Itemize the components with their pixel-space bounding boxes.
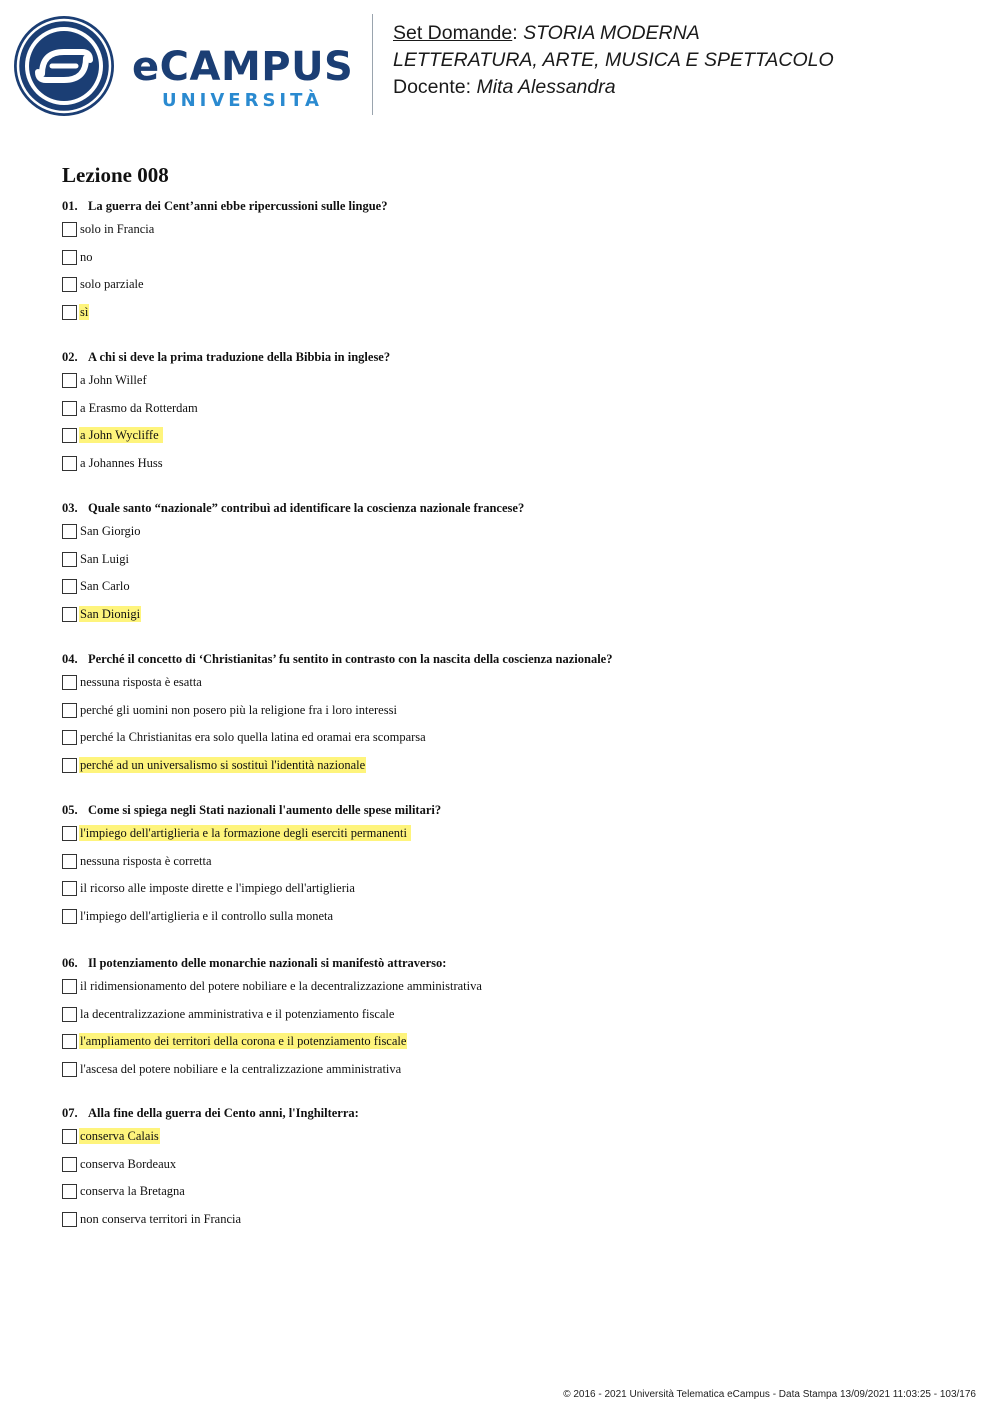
question-03 xyxy=(62,499,962,634)
answer-checkbox[interactable] xyxy=(62,373,77,388)
answer-checkbox[interactable] xyxy=(62,909,77,924)
header-divider xyxy=(372,14,373,115)
answer-text: conserva Bordeaux xyxy=(80,1156,177,1171)
answer-option xyxy=(62,702,962,730)
answer-option xyxy=(62,523,962,551)
question-04 xyxy=(62,650,962,785)
ecampus-emblem-icon xyxy=(14,16,114,116)
answer-text: nessuna risposta è corretta xyxy=(80,853,212,868)
answer-text: conserva la Bretagna xyxy=(80,1184,185,1199)
answer-option-correct xyxy=(62,757,962,785)
question-text: Alla fine della guerra dei Cento anni, l'Inghilterra: xyxy=(88,1106,359,1120)
answer-text-highlighted: a John Wycliffe xyxy=(80,428,162,443)
answer-text: solo parziale xyxy=(80,277,144,292)
answer-option xyxy=(62,908,962,936)
answer-option xyxy=(62,1211,962,1239)
answer-option xyxy=(62,729,962,757)
answer-option xyxy=(62,674,962,702)
answer-option xyxy=(62,249,962,277)
question-02 xyxy=(62,348,962,483)
answer-text: solo in Francia xyxy=(80,222,155,236)
answer-text: l'impiego dell'artiglieria e il controllo sulla moneta xyxy=(80,909,334,924)
answer-text: perché la Christianitas era solo quella latina ed oramai era scomparsa xyxy=(80,730,426,745)
answer-option xyxy=(62,276,962,304)
question-title xyxy=(62,1104,962,1128)
subject-name: STORIA MODERNA xyxy=(523,22,700,44)
answer-text-highlighted: l'ampliamento dei territori della corona e il potenziamento fiscale xyxy=(80,1034,407,1049)
answer-option xyxy=(62,880,962,908)
question-number: 02. xyxy=(62,350,78,364)
answer-checkbox[interactable] xyxy=(62,1062,77,1077)
answer-text: San Giorgio xyxy=(80,524,141,538)
question-title xyxy=(62,650,962,674)
answer-checkbox[interactable] xyxy=(62,703,77,718)
answer-checkbox[interactable] xyxy=(62,826,77,841)
answer-option xyxy=(62,578,962,606)
question-number: 03. xyxy=(62,501,78,515)
question-title xyxy=(62,499,962,523)
answer-checkbox[interactable] xyxy=(62,1129,77,1144)
answer-text: il ricorso alle imposte dirette e l'impiego dell'artiglieria xyxy=(80,881,355,896)
answer-checkbox[interactable] xyxy=(62,277,77,292)
question-05 xyxy=(62,801,962,936)
answer-text-highlighted: conserva Calais xyxy=(80,1129,159,1143)
answer-checkbox[interactable] xyxy=(62,428,77,443)
question-text: Perché il concetto di ‘Christianitas’ fu sentito in contrasto con la nascita della coscienza nazionale? xyxy=(88,652,613,666)
ecampus-logo xyxy=(12,14,362,118)
answer-checkbox[interactable] xyxy=(62,607,77,622)
answer-checkbox[interactable] xyxy=(62,730,77,745)
answer-text: l'ascesa del potere nobiliare e la centralizzazione amministrativa xyxy=(80,1062,402,1077)
docente-name: Mita Alessandra xyxy=(476,76,616,98)
answer-option-correct xyxy=(62,606,962,634)
answer-checkbox[interactable] xyxy=(62,579,77,594)
question-title xyxy=(62,348,962,372)
answer-checkbox[interactable] xyxy=(62,552,77,567)
answer-option xyxy=(62,1006,962,1034)
subject-subtitle: LETTERATURA, ARTE, MUSICA E SPETTACOLO xyxy=(393,49,834,71)
answer-checkbox[interactable] xyxy=(62,401,77,416)
answer-checkbox[interactable] xyxy=(62,222,77,237)
answer-checkbox[interactable] xyxy=(62,675,77,690)
answer-checkbox[interactable] xyxy=(62,881,77,896)
answer-text: perché gli uomini non posero più la religione fra i loro interessi xyxy=(80,702,397,717)
answer-checkbox[interactable] xyxy=(62,1212,77,1227)
question-number: 04. xyxy=(62,652,78,666)
answer-text: non conserva territori in Francia xyxy=(80,1212,242,1227)
question-title xyxy=(62,801,962,825)
logo-subtitle: UNIVERSITÀ xyxy=(162,90,323,111)
header-docente-line xyxy=(393,74,834,101)
answer-option xyxy=(62,221,962,249)
question-title xyxy=(62,954,962,978)
question-number: 01. xyxy=(62,199,78,213)
header-set-line: Set Domande: STORIA MODERNA xyxy=(393,22,700,44)
question-text: Quale santo “nazionale” contribuì ad identificare la coscienza nazionale francese? xyxy=(88,501,525,515)
question-text: A chi si deve la prima traduzione della Bibbia in inglese? xyxy=(88,350,391,364)
answer-text: San Carlo xyxy=(80,579,130,594)
answer-option xyxy=(62,372,962,400)
answer-option-correct xyxy=(62,427,962,455)
answer-text: il ridimensionamento del potere nobiliare e la decentralizzazione amministrativa xyxy=(80,979,482,993)
question-title xyxy=(62,197,962,221)
set-label: Set Domande xyxy=(393,22,513,44)
answer-text: a Johannes Huss xyxy=(80,456,163,471)
answer-checkbox[interactable] xyxy=(62,1034,77,1049)
question-text: Il potenziamento delle monarchie nazionali si manifestò attraverso: xyxy=(88,956,447,970)
question-01 xyxy=(62,197,962,332)
page-footer: © 2016 - 2021 Università Telematica eCampus - Data Stampa 13/09/2021 11:03:25 - 103/176 xyxy=(563,1389,976,1400)
answer-checkbox[interactable] xyxy=(62,1007,77,1022)
answer-text-highlighted: sì xyxy=(80,305,89,320)
answer-option xyxy=(62,455,962,483)
answer-checkbox[interactable] xyxy=(62,1184,77,1199)
answer-text-highlighted: l'impiego dell'artiglieria e la formazione degli eserciti permanenti xyxy=(80,826,411,840)
answer-option xyxy=(62,551,962,579)
answer-checkbox[interactable] xyxy=(62,250,77,265)
answer-text-highlighted: perché ad un universalismo si sostituì l'identità nazionale xyxy=(80,758,366,773)
question-text: La guerra dei Cent’anni ebbe ripercussioni sulle lingue? xyxy=(88,199,388,213)
logo-wordmark: eCAMPUS xyxy=(132,44,354,90)
answer-checkbox[interactable] xyxy=(62,1157,77,1172)
docente-label: Docente: xyxy=(393,76,472,98)
answer-checkbox[interactable] xyxy=(62,524,77,539)
answer-option xyxy=(62,400,962,428)
answer-option-correct xyxy=(62,825,962,853)
answer-option xyxy=(62,1061,962,1089)
answer-option xyxy=(62,978,962,1006)
question-number: 07. xyxy=(62,1106,78,1120)
answer-text: a John Willef xyxy=(80,373,147,387)
question-07 xyxy=(62,1104,962,1239)
question-text: Come si spiega negli Stati nazionali l'aumento delle spese militari? xyxy=(88,803,442,817)
question-number: 05. xyxy=(62,803,78,817)
answer-option xyxy=(62,1183,962,1211)
answer-option xyxy=(62,853,962,881)
answer-text: no xyxy=(80,249,93,264)
answer-option-correct xyxy=(62,304,962,332)
document-header xyxy=(393,20,834,101)
lesson-title: Lezione 008 xyxy=(62,163,169,187)
answer-checkbox[interactable] xyxy=(62,979,77,994)
answer-checkbox[interactable] xyxy=(62,456,77,471)
answer-option-correct xyxy=(62,1128,962,1156)
answer-checkbox[interactable] xyxy=(62,758,77,773)
answer-text: nessuna risposta è esatta xyxy=(80,675,202,689)
answer-checkbox[interactable] xyxy=(62,854,77,869)
answer-option-correct xyxy=(62,1033,962,1061)
answer-option xyxy=(62,1156,962,1184)
answer-text-highlighted: San Dionigi xyxy=(80,607,141,622)
answer-text: la decentralizzazione amministrativa e il potenziamento fiscale xyxy=(80,1006,395,1021)
question-number: 06. xyxy=(62,956,78,970)
answer-text: San Luigi xyxy=(80,551,129,566)
answer-text: a Erasmo da Rotterdam xyxy=(80,400,198,415)
answer-checkbox[interactable] xyxy=(62,305,77,320)
question-06 xyxy=(62,954,962,1089)
